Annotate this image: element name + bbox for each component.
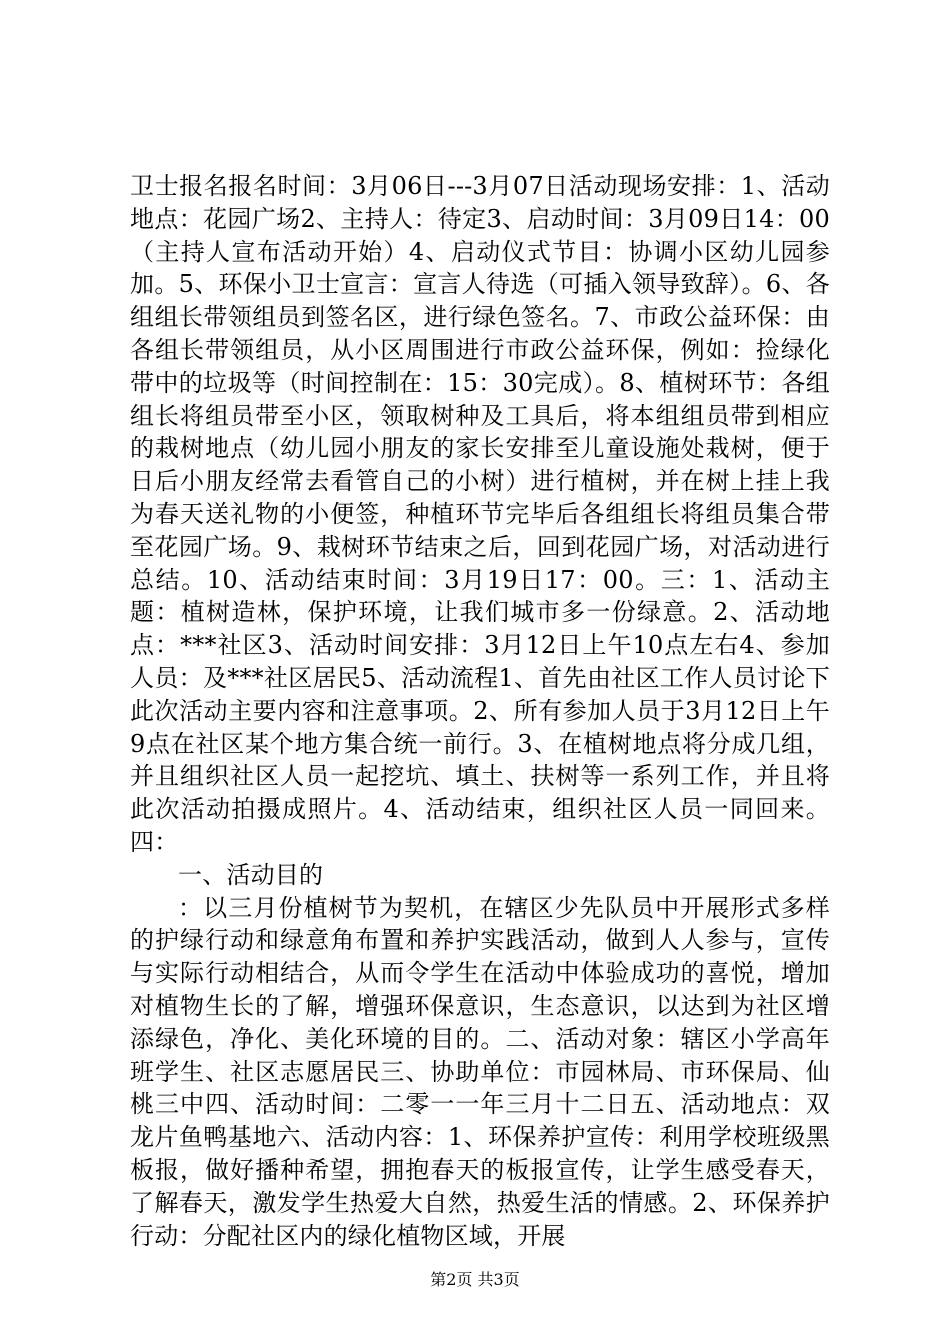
section-heading-activity-purpose: 一、活动目的 (178, 860, 324, 889)
body-paragraph-2: ：以三月份植树节为契机，在辖区少先队员中开展形式多样的护绿行动和绿意角布置和养护实践活动，做到人人参与，宣传与实际行动相结合，从而令学生在活动中体验成功的喜悦，增加对植物生长的了解，增强环保意识，生态意识，以达到为社区增添绿色，净化、美化环境的目的。二、活动对象：辖区小学高年班学生、社区志愿居民三、协助单位：市园林局、市环保局、仙桃三中四、活动时间：二零一一年三月十二日五、活动地点：双龙片鱼鸭基地六、活动内容：1、环保养护宣传：利用学校班级黑板报，做好播种希望，拥抱春天的板报宣传，让学生感受春天，了解春天，激发学生热爱大自然，热爱生活的情感。2、环保养护行动：分配社区内的绿化植物区域，开展 (130, 893, 830, 1250)
page-footer: 第2页 共3页 (430, 1270, 520, 1289)
body-paragraph-1: 卫士报名报名时间：3月06日---3月07日活动现场安排：1、活动地点：花园广场2、主持人：待定3、启动时间：3月09日14：00（主持人宣布活动开始）4、启动仪式节目：协调小区幼儿园参加。5、环保小卫士宣言：宣言人待选（可插入领导致辞）。6、各组组长带领组员到签名区，进行绿色签名。7、市政公益环保：由各组长带领组员，从小区周围进行市政公益环保，例如：捡绿化带中的垃圾等（时间控制在：15：30完成）。8、植树环节：各组组长将组员带至小区，领取树种及工具后，将本组组员带到相应的栽树地点（幼儿园小朋友的家长安排至儿童设施处栽树，便于日后小朋友经常去看管自己的小树）进行植树，并在树上挂上我为春天送礼物的小便签，种植环节完毕后各组组长将组员集合带至花园广场。9、栽树环节结束之后，回到花园广场，对活动进行总结。10、活动结束时间：3月19日17：00。三：1、活动主题：植树造林，保护环境，让我们城市多一份绿意。2、活动地点：***社区3、活动时间安排：3月12日上午10点左右4、参加人员：及***社区居民5、活动流程1、首先由社区工作人员讨论下此次活动主要内容和注意事项。2、所有参加人员于3月12日上午9点在社区某个地方集合统一前行。3、在植树地点将分成几组，并且组织社区人员一起挖坑、填土、扶树等一系列工作，并且将此次活动拍摄成照片。4、活动结束，组织社区人员一同回来。四： (130, 172, 830, 856)
document-body (130, 170, 830, 1252)
